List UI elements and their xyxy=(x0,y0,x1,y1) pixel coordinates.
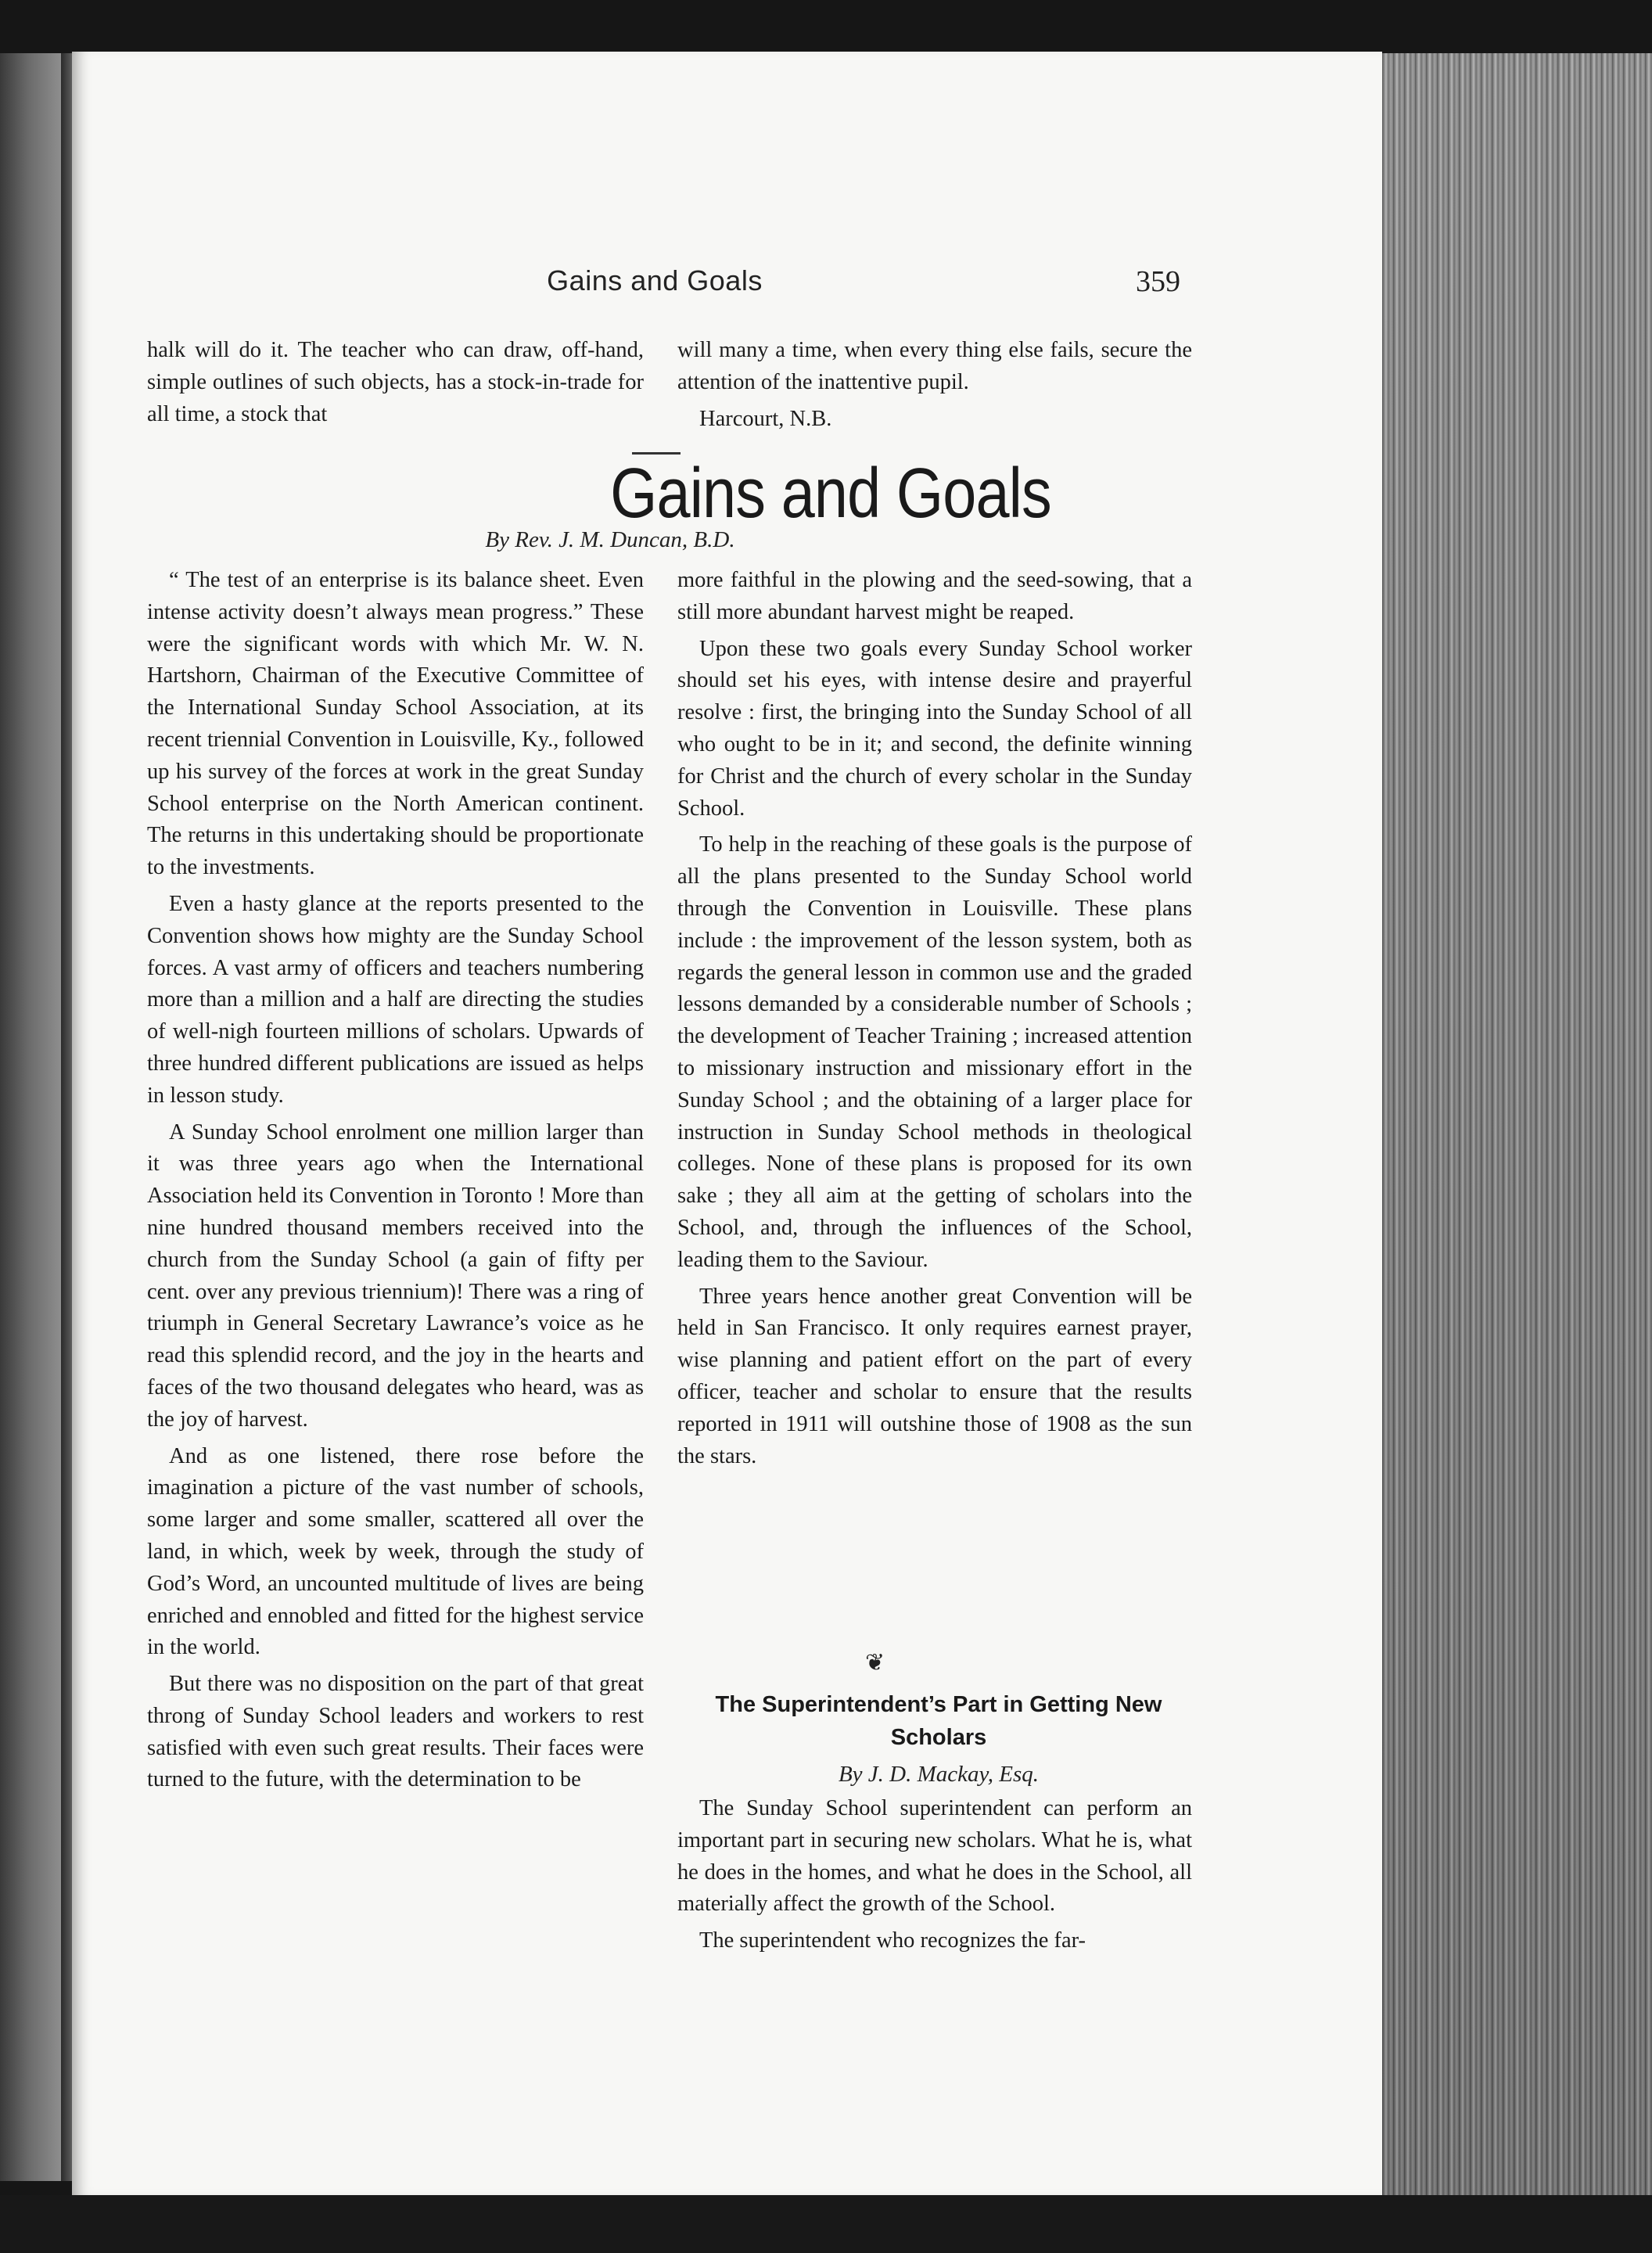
continued-text-right xyxy=(677,335,1192,435)
paragraph: A Sunday School enrolment one million larger than it was three years ago when the International Association held its Convention in Toronto ! More than nine hundred thousand members received into the church from the Sunday School (a gain of fifty per cent. over any previous triennium)! There was a ring of triumph in General Secretary Lawrance’s voice as he read this splendid record, and the joy in the hearts and faces of the two thousand delegates who heard, was as the joy of harvest. xyxy=(147,1119,644,1432)
article-column-left xyxy=(147,565,644,1796)
paragraph: more faithful in the plowing and the seed-sowing, that a still more abundant harvest might be reaped. xyxy=(677,568,1192,624)
article-byline: By Rev. J. M. Duncan, B.D. xyxy=(485,527,735,552)
page-stack-edge xyxy=(1382,53,1652,2197)
fleuron-icon: ❦ xyxy=(865,1650,885,1676)
article-column-right xyxy=(677,565,1192,1472)
article-title: Gains and Goals xyxy=(610,455,1051,533)
signoff: Harcourt, N.B. xyxy=(699,406,832,431)
paragraph: The superintendent who recognizes the far- xyxy=(699,1928,1086,1953)
continued-text-left xyxy=(147,335,644,430)
running-head: Gains and Goals xyxy=(547,264,763,296)
paragraph: Even a hasty glance at the reports presented to the Convention shows how mighty are the Sunday School forces. A vast army of officers and teachers numbering more than a million and a half are directing the studies of well-nigh fourteen millions of scholars. Upwards of three hundred different publications are issued as helps in lesson study. xyxy=(147,891,644,1108)
paragraph: To help in the reaching of these goals is the purpose of all the plans presented to the Sunday School world through the Convention in Louisville. These plans include : the improvement of the lesson system, both as regards the general lesson in common use and the graded lessons demanded by a considerable number of Schools ; the development of Teacher Training ; increased attention to missionary instruction and missionary effort in the Sunday School ; and the obtaining of a larger place for instruction in Sunday School methods in theological colleges. None of these plans is proposed for its own sake ; they all aim at the getting of scholars into the School, and, through the influences of the School, leading them to the Saviour. xyxy=(677,832,1192,1272)
paragraph: “ The test of an enterprise is its balance sheet. Even intense activity doesn’t always mean progress.” These were the significant words with which Mr. W. N. Hartshorn, Chairman of the Executive Committee of the International Sunday School Association, at its recent triennial Convention in Louisville, Ky., followed up his survey of the forces at work in the great Sunday School enterprise on the North American continent. The returns in this undertaking should be proportionate to the investments. xyxy=(147,568,644,880)
scan-background xyxy=(0,2195,1652,2253)
paragraph: The Sunday School superintendent can perform an important part in securing new scholars. What he is, what he does in the homes, and what he does in the School, all materially affect the growth of the School. xyxy=(677,1796,1192,1917)
paragraph: Three years hence another great Convention will be held in San Francisco. It only requires earnest prayer, wise planning and patient effort on the part of every officer, teacher and scholar to ensure that the results reported in 1911 will outshine those of 1908 as the sun the stars. xyxy=(677,1284,1192,1468)
sub-article-title: The Superintendent’s Part in Getting New Scholars xyxy=(715,1692,1162,1750)
sub-article-column xyxy=(677,1793,1192,1957)
paragraph: And as one listened, there rose before the imagination a picture of the vast number of schools, some larger and some smaller, scattered all over the land, in which, week by week, through the study of God’s Word, an uncounted multitude of lives are being enriched and ennobled and fitted for the highest service in the world. xyxy=(147,1443,644,1660)
paragraph: halk will do it. The teacher who can draw, off-hand, simple outlines of such objects, has a stock-in-trade for all time, a stock that xyxy=(147,338,644,426)
paragraph: will many a time, when every thing else fails, secure the attention of the inattentive pupil. xyxy=(677,338,1192,394)
paragraph: But there was no disposition on the part of that great throng of Sunday School leaders and workers to rest satisfied with even such great results. Their faces were turned to the future, with the determination to be xyxy=(147,1672,644,1792)
page-number: 359 xyxy=(1136,265,1180,298)
paragraph: Upon these two goals every Sunday School worker should set his eyes, with intense desire and prayerful resolve : first, the bringing into the Sunday School of all who ought to be in it; and second, the definite winning for Christ and the church of every scholar in the Sunday School. xyxy=(677,636,1192,821)
sub-article-byline: By J. D. Mackay, Esq. xyxy=(838,1762,1040,1787)
